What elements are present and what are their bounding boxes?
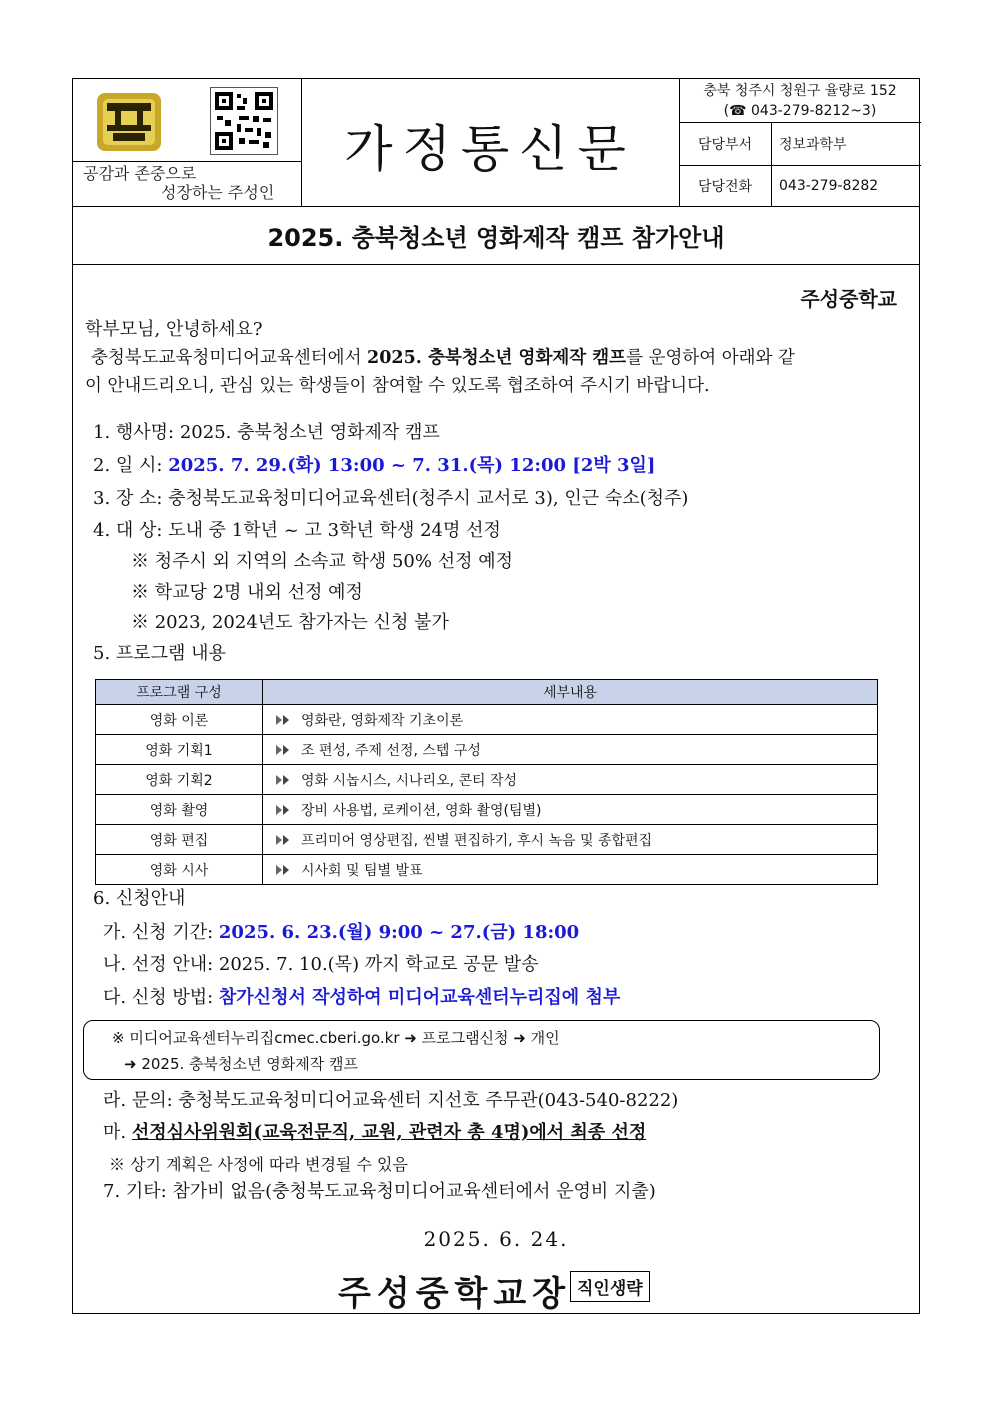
item-place: 3. 장 소: 충청북도교육청미디어교육센터(청주시 교서로 3), 인근 숙소(청주) xyxy=(93,488,689,509)
program-detail-text: 장비 사용법, 로케이션, 영화 촬영(팀별) xyxy=(301,802,542,819)
apply-method xyxy=(103,987,620,1009)
qr-code xyxy=(210,87,278,155)
program-name: 영화 시사 xyxy=(96,855,263,885)
dept-label: 담당부서 xyxy=(679,123,772,165)
program-name: 영화 이론 xyxy=(96,705,263,735)
issue-date: 2025. 6. 24. xyxy=(423,1227,569,1251)
school-motto xyxy=(73,161,301,207)
seal-omitted: 직인생략 xyxy=(570,1271,650,1302)
apply-selection xyxy=(103,1122,646,1144)
program-detail xyxy=(263,705,878,735)
address-text: 충북 청주시 청원구 율량로 152 xyxy=(703,83,897,99)
school-name: 주성중학교 xyxy=(800,287,897,311)
header xyxy=(73,79,919,207)
program-detail-text: 조 편성, 주제 선정, 스텝 구성 xyxy=(301,742,481,759)
apply-notice: 나. 선정 안내: 2025. 7. 10.(목) 까지 학교로 공문 발송 xyxy=(103,954,539,975)
program-name: 영화 촬영 xyxy=(96,795,263,825)
intro-post: 를 운영하여 아래와 같 xyxy=(626,348,795,368)
target-note1: ※ 청주시 외 지역의 소속교 학생 50% 선정 예정 xyxy=(131,551,513,572)
table-row xyxy=(96,825,878,855)
program-detail-text: 영화 시놉시스, 시나리오, 콘티 작성 xyxy=(301,772,518,789)
double-chevron-icon xyxy=(275,804,293,816)
double-chevron-icon xyxy=(275,744,293,756)
newsletter-frame xyxy=(72,78,920,1314)
signer: 주성중학교장 xyxy=(338,1274,572,1314)
dept-row xyxy=(679,123,921,166)
change-note: ※ 상기 계획은 사정에 따라 변경될 수 있음 xyxy=(109,1155,408,1174)
howto-line1: ※ 미디어교육센터누리집cmec.cberi.go.kr ➜ 프로그램신청 ➜ 개인 xyxy=(112,1029,560,1047)
program-detail-text: 시사회 및 팀별 발표 xyxy=(301,862,423,879)
double-chevron-icon xyxy=(275,714,293,726)
col-header-details: 세부내용 xyxy=(263,680,878,705)
apply-period-value: 2025. 6. 23.(월) 9:00 ~ 27.(금) 18:00 xyxy=(218,922,580,943)
intro-line1 xyxy=(91,347,795,369)
item-date xyxy=(93,455,655,477)
program-detail xyxy=(263,825,878,855)
school-logo-icon xyxy=(93,89,165,155)
program-detail-text: 영화란, 영화제작 기초이론 xyxy=(301,712,464,729)
dept-value: 정보과학부 xyxy=(779,137,847,153)
program-detail xyxy=(263,735,878,765)
program-detail xyxy=(263,795,878,825)
apply-method-value: 참가신청서 작성하여 미디어교육센터누리집에 첨부 xyxy=(218,987,621,1008)
tel-row xyxy=(679,165,921,206)
item-event-name: 1. 행사명: 2025. 충북청소년 영화제작 캠프 xyxy=(93,422,440,443)
apply-period xyxy=(103,922,579,944)
apply-method-label: 다. 신청 방법: xyxy=(103,987,219,1008)
program-detail xyxy=(263,765,878,795)
apply-selection-label: 마. xyxy=(103,1122,132,1143)
table-row xyxy=(96,735,878,765)
intro-pre: 충청북도교육청미디어교육센터에서 xyxy=(91,348,368,368)
table-row xyxy=(96,795,878,825)
apply-title: 6. 신청안내 xyxy=(93,888,186,909)
motto-line2: 성장하는 주성인 xyxy=(161,183,275,202)
item-etc: 7. 기타: 참가비 없음(충청북도교육청미디어교육센터에서 운영비 지출) xyxy=(103,1181,656,1202)
apply-selection-value: 선정심사위원회(교육전문직, 교원, 관련자 총 4명)에서 최종 선정 xyxy=(131,1122,647,1143)
intro-event: 2025. 충북청소년 영화제작 캠프 xyxy=(367,348,627,368)
howto-line2: ➜ 2025. 충북청소년 영화제작 캠프 xyxy=(124,1055,358,1073)
double-chevron-icon xyxy=(275,834,293,846)
table-row xyxy=(96,705,878,735)
table-row xyxy=(96,765,878,795)
page-title: 가정통신문 xyxy=(344,120,636,178)
program-name: 영화 기획1 xyxy=(96,735,263,765)
tel-value: 043-279-8282 xyxy=(779,177,879,194)
program-name: 영화 편집 xyxy=(96,825,263,855)
qr-icon xyxy=(211,88,277,154)
program-table xyxy=(95,679,878,885)
title-cell xyxy=(301,79,680,206)
item-program: 5. 프로그램 내용 xyxy=(93,643,226,664)
logo-cell xyxy=(73,79,302,206)
main-phone: (☎ 043-279-8212~3) xyxy=(723,103,877,119)
target-note2: ※ 학교당 2명 내외 선정 예정 xyxy=(131,582,363,603)
school-address xyxy=(679,79,921,123)
target-note3: ※ 2023, 2024년도 참가자는 신청 불가 xyxy=(131,612,449,633)
program-detail xyxy=(263,855,878,885)
intro-line2: 이 안내드리오니, 관심 있는 학생들이 참여할 수 있도록 협조하여 주시기 바랍니다. xyxy=(85,376,710,396)
motto-line1: 공감과 존중으로 xyxy=(83,164,197,183)
tel-label: 담당전화 xyxy=(679,165,772,206)
contact-info xyxy=(679,79,921,206)
notice-title: 2025. 충북청소년 영화제작 캠프 참가안내 xyxy=(73,206,919,265)
apply-period-label: 가. 신청 기간: xyxy=(103,922,219,943)
greeting: 학부모님, 안녕하세요? xyxy=(85,319,263,340)
col-header-composition: 프로그램 구성 xyxy=(96,680,263,705)
table-row xyxy=(96,855,878,885)
apply-contact: 라. 문의: 충청북도교육청미디어교육센터 지선호 주무관(043-540-8222) xyxy=(103,1090,679,1111)
table-header-row xyxy=(96,680,878,705)
double-chevron-icon xyxy=(275,774,293,786)
item-date-value: 2025. 7. 29.(화) 13:00 ~ 7. 31.(목) 12:00 [2박 3일] xyxy=(168,455,656,476)
program-name: 영화 기획2 xyxy=(96,765,263,795)
item-date-label: 2. 일 시: xyxy=(93,455,169,476)
apply-howto-box xyxy=(83,1020,880,1080)
program-detail-text: 프리미어 영상편집, 씬별 편집하기, 후시 녹음 및 종합편집 xyxy=(301,832,653,849)
double-chevron-icon xyxy=(275,864,293,876)
item-target: 4. 대 상: 도내 중 1학년 ~ 고 3학년 학생 24명 선정 xyxy=(93,520,501,541)
